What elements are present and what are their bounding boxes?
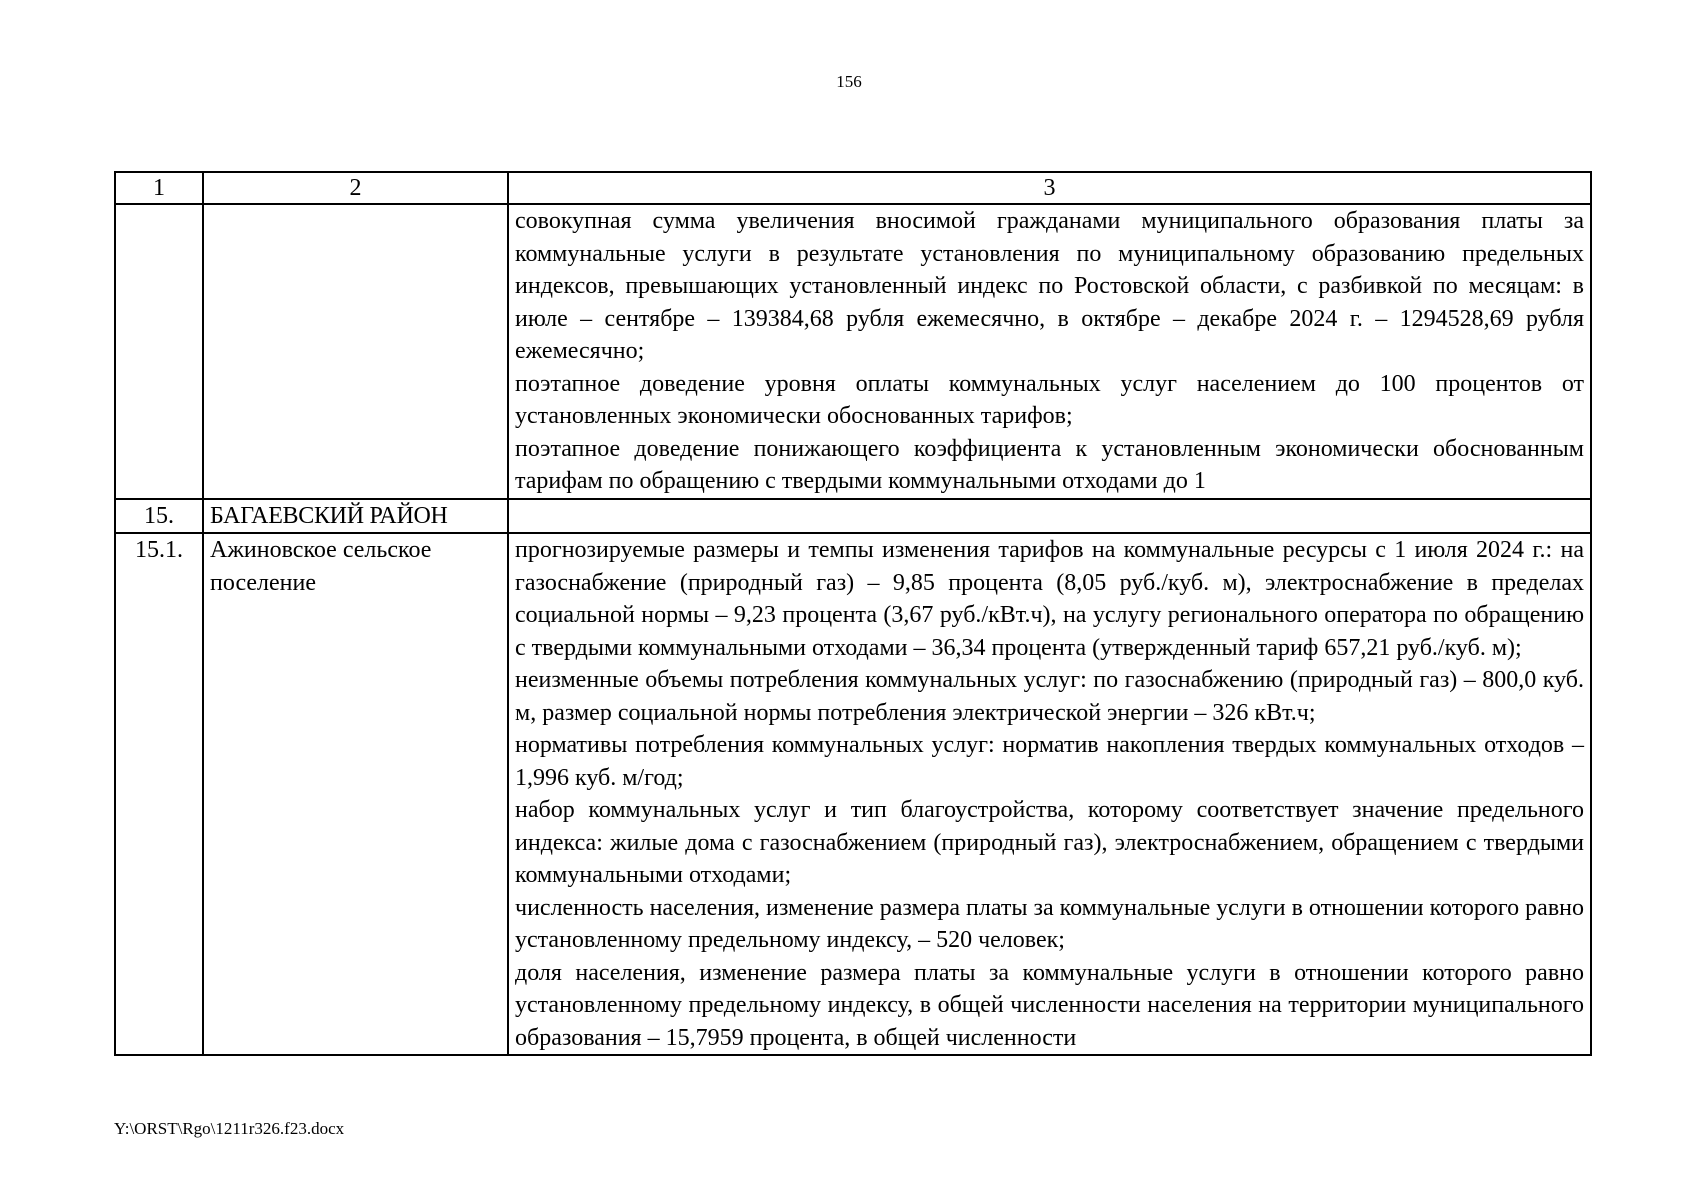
row-number-cell: 15. [115, 499, 203, 534]
description-paragraph: нормативы потребления коммунальных услуг: норматив накопления твердых коммунальных отходов – 1,996 куб. м/год; [515, 732, 1584, 791]
description-paragraph: неизменные объемы потребления коммунальных услуг: по газоснабжению (природный газ) – 800,0 куб. м, размер социальной нормы потребления электрической энергии – 326 кВт.ч; [515, 667, 1584, 726]
document-table [114, 171, 1592, 1056]
municipality-cell [203, 204, 508, 499]
district-name-cell: БАГАЕВСКИЙ РАЙОН [203, 499, 508, 534]
row-number-cell: 15.1. [115, 533, 203, 1055]
row-number-cell [115, 204, 203, 499]
description-paragraph: численность населения, изменение размера платы за коммунальные услуги в отношении которого равно установленному предельному индексу, – 520 человек; [515, 894, 1584, 953]
column-header-1: 1 [115, 172, 203, 204]
file-path-footer: Y:\ORST\Rgo\1211r326.f23.docx [114, 1119, 345, 1138]
municipality-cell: Ажиновское сельское поселение [203, 533, 508, 1055]
page-number: 156 [836, 72, 862, 91]
column-header-3: 3 [508, 172, 1591, 204]
table-row-district [115, 499, 1591, 534]
description-paragraph: поэтапное доведение понижающего коэффициента к установленным экономически обоснованным тарифам по обращению с твердыми коммунальными отходами до 1 [515, 435, 1584, 494]
description-paragraph: набор коммунальных услуг и тип благоустройства, которому соответствует значение предельного индекса: жилые дома с газоснабжением (природный газ), электроснабжением, обращением с твердыми коммунальными отходами; [515, 797, 1584, 888]
description-paragraph: доля населения, изменение размера платы за коммунальные услуги в отношении которого равно установленному предельному индексу, в общей численности населения на территории муниципального образования – 15,7959 процента, в общей численности [515, 959, 1584, 1051]
description-cell [508, 204, 1591, 499]
table-row [115, 533, 1591, 1055]
description-paragraph: прогнозируемые размеры и темпы изменения тарифов на коммунальные ресурсы с 1 июля 2024 г.: на газоснабжение (природный газ) – 9,85 процента (8,05 руб./куб. м), электроснабжение в пределах социальной нормы – 9,23 процента (3,67 руб./кВт.ч), на услугу регионального оператора по обращению с твердыми коммунальными отходами – 36,34 процента (утвержденный тариф 657,21 руб./куб. м); [515, 537, 1584, 661]
description-cell [508, 499, 1591, 534]
table-row [115, 204, 1591, 499]
description-paragraph: поэтапное доведение уровня оплаты коммунальных услуг населением до 100 процентов от установленных экономически обоснованных тарифов; [515, 370, 1584, 429]
description-cell [508, 533, 1591, 1055]
description-paragraph: совокупная сумма увеличения вносимой гражданами муниципального образования платы за коммунальные услуги в результате установления по муниципальному образованию предельных индексов, превышающих установленный индекс по Ростовской области, с разбивкой по месяцам: в июле – сентябре – 139384,68 рубля ежемесячно, в октябре – декабре 2024 г. – 1294528,69 рубля ежемесячно; [515, 208, 1584, 364]
table-header-row [115, 172, 1591, 204]
column-header-2: 2 [203, 172, 508, 204]
